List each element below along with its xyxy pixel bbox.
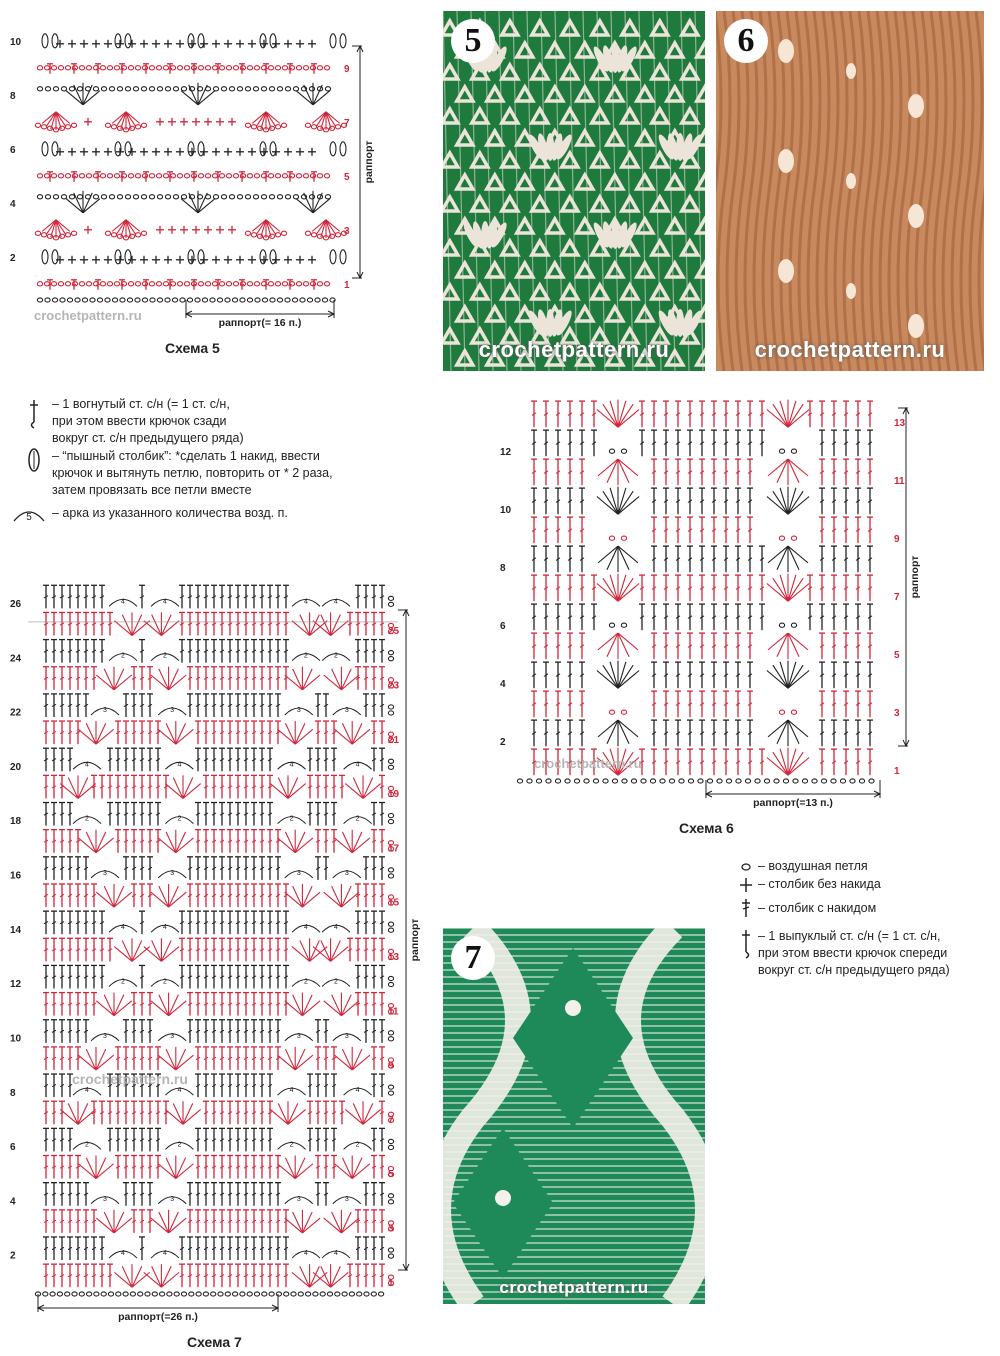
scheme-7-row-22 bbox=[43, 694, 394, 717]
scheme-7-row-2 bbox=[43, 1237, 394, 1260]
svg-text:4: 4 bbox=[334, 924, 338, 932]
scheme-7-caption: Схема 7 bbox=[187, 1334, 242, 1350]
scheme-7-row-24 bbox=[43, 640, 394, 663]
scheme-7-row-label-left: 20 bbox=[10, 761, 22, 773]
legend-front-post-dc bbox=[738, 928, 1000, 982]
svg-text:4: 4 bbox=[304, 1250, 308, 1258]
puff-stitch-icon bbox=[22, 448, 46, 482]
svg-text:4: 4 bbox=[163, 924, 167, 932]
svg-text:3: 3 bbox=[344, 1032, 349, 1040]
diagram-watermark: crochetpattern.ru bbox=[34, 308, 142, 323]
scheme-7-row-12 bbox=[43, 965, 394, 988]
scheme-7-row-4 bbox=[43, 1183, 394, 1206]
scheme-7-stitches bbox=[35, 585, 393, 1296]
photo-5-texture bbox=[443, 11, 705, 371]
legend-puff-stitch-text: – “пышный столбик”: *сделать 1 накид, ввести крючок и вытянуть петлю, повторить от * 2 раза, затем провязать все петли вместе bbox=[52, 449, 333, 497]
scheme-7-row-6 bbox=[43, 1128, 394, 1151]
svg-text:2: 2 bbox=[289, 1141, 294, 1149]
scheme-6-row-8 bbox=[531, 546, 873, 572]
scheme-7-row-label-right: 17 bbox=[388, 843, 400, 855]
svg-text:2: 2 bbox=[355, 815, 360, 823]
svg-text:3: 3 bbox=[170, 1195, 175, 1203]
scheme-5-row-label-left: 4 bbox=[10, 198, 16, 210]
scheme-6-diagram bbox=[498, 386, 928, 816]
scheme-6-row-label-right: 1 bbox=[894, 765, 900, 777]
svg-text:4: 4 bbox=[121, 598, 125, 606]
scheme-7-row-label-left: 14 bbox=[10, 924, 22, 936]
scheme-7-row-label-right: 13 bbox=[388, 952, 400, 964]
scheme-5-row-label-left: 2 bbox=[10, 252, 16, 264]
scheme-5-row-label-right: 9 bbox=[344, 63, 350, 75]
photo-sample-6 bbox=[716, 11, 984, 371]
scheme-6-row-2 bbox=[531, 720, 873, 746]
photo-6-watermark: crochetpattern.ru bbox=[754, 337, 946, 362]
svg-text:3: 3 bbox=[103, 706, 107, 714]
scheme-7-row-label-right: 5 bbox=[388, 1169, 394, 1181]
scheme-7-row-label-left: 16 bbox=[10, 870, 22, 882]
scheme-7-row-label-right: 11 bbox=[388, 1006, 399, 1018]
scheme-5-row-label-left: 6 bbox=[10, 144, 16, 156]
scheme-7-row-label-left: 8 bbox=[10, 1087, 16, 1099]
scheme-6-row-10 bbox=[531, 487, 873, 515]
scheme-5-svg bbox=[8, 8, 380, 338]
scheme-6-row-label-left: 6 bbox=[500, 620, 506, 632]
svg-text:3: 3 bbox=[103, 1032, 107, 1040]
photo-sample-7 bbox=[443, 928, 705, 1304]
svg-text:4: 4 bbox=[334, 598, 338, 606]
scheme-6-row-label-left: 10 bbox=[500, 504, 512, 516]
scheme-7-row-label-left: 4 bbox=[10, 1196, 16, 1208]
scheme-5-row-4 bbox=[37, 191, 330, 213]
svg-text:3: 3 bbox=[103, 1195, 107, 1203]
scheme-6-row-7 bbox=[531, 574, 873, 602]
scheme-6-repeat-label: раппорт(=13 п.) bbox=[753, 797, 833, 809]
back-post-dc-icon bbox=[22, 396, 46, 430]
scheme-7-row-label-right: 7 bbox=[388, 1114, 394, 1126]
svg-text:2: 2 bbox=[334, 652, 338, 660]
scheme-7-row-label-right: 15 bbox=[388, 897, 400, 909]
svg-text:2: 2 bbox=[304, 652, 308, 660]
scheme-6-row-label-left: 8 bbox=[500, 562, 506, 574]
svg-text:4: 4 bbox=[304, 924, 308, 932]
photo-5-badge: 5 bbox=[451, 19, 495, 63]
scheme-7-row-label-left: 2 bbox=[10, 1250, 16, 1262]
scheme-7-row-label-left: 12 bbox=[10, 979, 22, 991]
svg-text:2: 2 bbox=[177, 815, 182, 823]
scheme-7-row-label-left: 18 bbox=[10, 816, 22, 828]
scheme-7-row-label-right: 25 bbox=[388, 626, 400, 638]
scheme-6-svg bbox=[498, 386, 928, 816]
scheme-6-vertical-repeat: раппорт bbox=[909, 555, 921, 599]
scheme-6-row-12 bbox=[531, 430, 873, 456]
legend-single-crochet-text: – столбик без накида bbox=[758, 877, 881, 891]
svg-text:3: 3 bbox=[344, 706, 349, 714]
scheme-6-row-label-left: 12 bbox=[500, 446, 512, 458]
scheme-7-diagram bbox=[8, 580, 428, 1330]
scheme-6-row-11 bbox=[531, 459, 873, 485]
scheme-7-row-label-right: 21 bbox=[388, 734, 400, 746]
scheme-5-row-label-right: 1 bbox=[344, 279, 350, 291]
legend-back-post-dc-text: – 1 вогнутый ст. с/н (= 1 ст. с/н, при этом ввести крючок сзади вокруг ст. с/н предыдущего ряда) bbox=[52, 397, 244, 445]
scheme-7-row-7 bbox=[43, 1101, 394, 1124]
photo-7-texture bbox=[443, 928, 705, 1304]
scheme-5-row-7 bbox=[35, 112, 346, 132]
svg-text:3: 3 bbox=[170, 706, 175, 714]
svg-text:4: 4 bbox=[304, 598, 308, 606]
svg-text:4: 4 bbox=[163, 598, 167, 606]
svg-text:4: 4 bbox=[121, 924, 125, 932]
svg-text:3: 3 bbox=[170, 869, 175, 877]
scheme-5-row-2 bbox=[42, 250, 346, 264]
svg-text:2: 2 bbox=[85, 815, 89, 823]
svg-text:4: 4 bbox=[177, 1087, 182, 1095]
svg-text:3: 3 bbox=[296, 869, 301, 877]
scheme-7-vertical-repeat: раппорт bbox=[409, 918, 421, 962]
scheme-6-row-4 bbox=[531, 661, 873, 689]
scheme-6-row-label-right: 9 bbox=[894, 533, 900, 545]
svg-text:2: 2 bbox=[85, 1141, 89, 1149]
svg-text:3: 3 bbox=[296, 706, 301, 714]
scheme-5-row-label-right: 7 bbox=[344, 117, 350, 129]
scheme-7-row-9 bbox=[43, 1047, 394, 1070]
scheme-5-row-label-left: 8 bbox=[10, 90, 16, 102]
scheme-6-row-label-right: 13 bbox=[894, 417, 906, 429]
diagram-watermark: crochetpattern.ru bbox=[72, 1071, 188, 1087]
scheme-7-row-label-right: 23 bbox=[388, 680, 400, 692]
legend-chain-arch-text: – арка из указанного количества возд. п. bbox=[52, 506, 288, 520]
scheme-7-row-1 bbox=[43, 1264, 394, 1287]
scheme-6-row-label-right: 7 bbox=[894, 591, 900, 603]
svg-text:3: 3 bbox=[344, 1195, 349, 1203]
svg-text:2: 2 bbox=[304, 978, 308, 986]
photo-6-texture bbox=[716, 11, 984, 371]
svg-text:4: 4 bbox=[121, 1250, 125, 1258]
scheme-7-row-14 bbox=[43, 911, 394, 934]
scheme-7-row-21 bbox=[43, 721, 394, 744]
chain-arch-icon bbox=[12, 505, 46, 525]
svg-text:2: 2 bbox=[163, 978, 167, 986]
scheme-7-row-label-left: 26 bbox=[10, 599, 22, 611]
svg-text:4: 4 bbox=[163, 1250, 167, 1258]
scheme-7-row-label-left: 10 bbox=[10, 1033, 22, 1045]
scheme-5-row-3 bbox=[35, 220, 346, 240]
scheme-6-stitches bbox=[517, 400, 874, 783]
scheme-7-row-3 bbox=[43, 1210, 394, 1233]
scheme-6-row-label-right: 3 bbox=[894, 707, 900, 719]
legend-puff-stitch bbox=[22, 448, 412, 502]
legend-double-crochet-text: – столбик с накидом bbox=[758, 901, 877, 915]
scheme-5-row-1 bbox=[37, 280, 329, 290]
scheme-5-vertical-repeat: раппорт bbox=[363, 140, 375, 184]
photo-5-watermark: crochetpattern.ru bbox=[478, 337, 670, 362]
photo-7-watermark: crochetpattern.ru bbox=[499, 1278, 649, 1297]
svg-text:2: 2 bbox=[177, 1141, 182, 1149]
svg-text:3: 3 bbox=[296, 1032, 301, 1040]
svg-text:4: 4 bbox=[289, 761, 294, 769]
scheme-6-caption: Схема 6 bbox=[679, 820, 734, 836]
svg-text:4: 4 bbox=[85, 761, 89, 769]
svg-text:4: 4 bbox=[177, 761, 182, 769]
scheme-7-row-25 bbox=[43, 612, 394, 635]
scheme-7-row-label-right: 19 bbox=[388, 789, 400, 801]
scheme-6-row-13 bbox=[531, 400, 873, 428]
photo-sample-5 bbox=[443, 11, 705, 371]
scheme-7-row-17 bbox=[43, 830, 394, 853]
scheme-5-diagram bbox=[8, 8, 380, 338]
svg-text:4: 4 bbox=[334, 1250, 338, 1258]
scheme-7-row-10 bbox=[43, 1020, 394, 1043]
scheme-7-row-16 bbox=[43, 857, 394, 880]
scheme-7-row-label-left: 6 bbox=[10, 1142, 16, 1154]
scheme-6-row-9 bbox=[531, 517, 873, 543]
legend-single-crochet bbox=[738, 876, 988, 894]
svg-text:4: 4 bbox=[289, 1087, 294, 1095]
scheme-7-row-18 bbox=[43, 803, 394, 826]
svg-text:2: 2 bbox=[121, 978, 125, 986]
svg-text:4: 4 bbox=[355, 1087, 360, 1095]
scheme-7-svg bbox=[8, 580, 428, 1330]
scheme-7-row-label-right: 1 bbox=[388, 1277, 394, 1289]
svg-text:2: 2 bbox=[289, 815, 294, 823]
legend-double-crochet bbox=[738, 897, 988, 919]
scheme-5-repeat-label: раппорт(= 16 п.) bbox=[218, 317, 302, 329]
scheme-6-row-label-left: 4 bbox=[500, 678, 506, 690]
svg-text:3: 3 bbox=[103, 869, 107, 877]
scheme-5-row-5 bbox=[37, 172, 329, 182]
diagram-watermark: crochetpattern.ru bbox=[534, 756, 642, 771]
scheme-7-row-19 bbox=[43, 775, 394, 798]
scheme-6-row-label-right: 5 bbox=[894, 649, 900, 661]
svg-text:5: 5 bbox=[26, 512, 32, 523]
svg-text:2: 2 bbox=[334, 978, 338, 986]
svg-text:2: 2 bbox=[121, 652, 125, 660]
scheme-5-caption: Схема 5 bbox=[165, 340, 220, 356]
legend-front-post-dc-text: – 1 выпуклый ст. с/н (= 1 ст. с/н, при этом ввести крючок спереди вокруг ст. с/н предыдущего ряда) bbox=[758, 929, 950, 977]
scheme-7-row-11 bbox=[43, 993, 394, 1016]
scheme-6-row-label-left: 2 bbox=[500, 736, 506, 748]
scheme-5-stitches bbox=[35, 34, 346, 302]
svg-text:2: 2 bbox=[355, 1141, 360, 1149]
photo-6-badge: 6 bbox=[724, 19, 768, 63]
scheme-5-row-label-right: 5 bbox=[344, 171, 350, 183]
legend-chain-arch bbox=[12, 505, 412, 525]
svg-text:3: 3 bbox=[344, 869, 349, 877]
scheme-7-row-label-left: 24 bbox=[10, 653, 22, 665]
scheme-5-row-label-left: 10 bbox=[10, 36, 22, 48]
scheme-5-row-10 bbox=[42, 34, 346, 48]
scheme-7-row-label-left: 22 bbox=[10, 707, 22, 719]
legend-chain-text: – воздушная петля bbox=[758, 859, 868, 873]
scheme-5-row-9 bbox=[37, 64, 329, 74]
svg-text:2: 2 bbox=[163, 652, 167, 660]
scheme-7-row-13 bbox=[43, 938, 394, 961]
scheme-7-row-label-right: 3 bbox=[388, 1223, 394, 1235]
svg-text:3: 3 bbox=[296, 1195, 301, 1203]
scheme-7-repeat-label: раппорт(=26 п.) bbox=[118, 1311, 198, 1323]
svg-text:4: 4 bbox=[355, 761, 360, 769]
scheme-7-row-5 bbox=[43, 1156, 394, 1179]
scheme-7-row-20 bbox=[43, 748, 394, 771]
scheme-6-row-5 bbox=[531, 633, 873, 659]
svg-text:4: 4 bbox=[85, 1087, 89, 1095]
scheme-5-row-8 bbox=[37, 83, 330, 105]
legend-back-post-dc bbox=[22, 396, 412, 450]
svg-text:3: 3 bbox=[170, 1032, 175, 1040]
scheme-7-row-15 bbox=[43, 884, 394, 907]
scheme-7-row-label-right: 9 bbox=[388, 1060, 394, 1072]
scheme-5-row-6 bbox=[42, 142, 346, 156]
scheme-7-row-26 bbox=[43, 585, 394, 608]
scheme-6-row-label-right: 11 bbox=[894, 475, 905, 487]
photo-7-badge: 7 bbox=[451, 936, 495, 980]
scheme-7-row-23 bbox=[43, 667, 394, 690]
scheme-5-row-label-right: 3 bbox=[344, 225, 350, 237]
scheme-6-row-6 bbox=[531, 604, 873, 630]
scheme-6-row-3 bbox=[531, 691, 873, 717]
legend-chain bbox=[738, 858, 988, 876]
